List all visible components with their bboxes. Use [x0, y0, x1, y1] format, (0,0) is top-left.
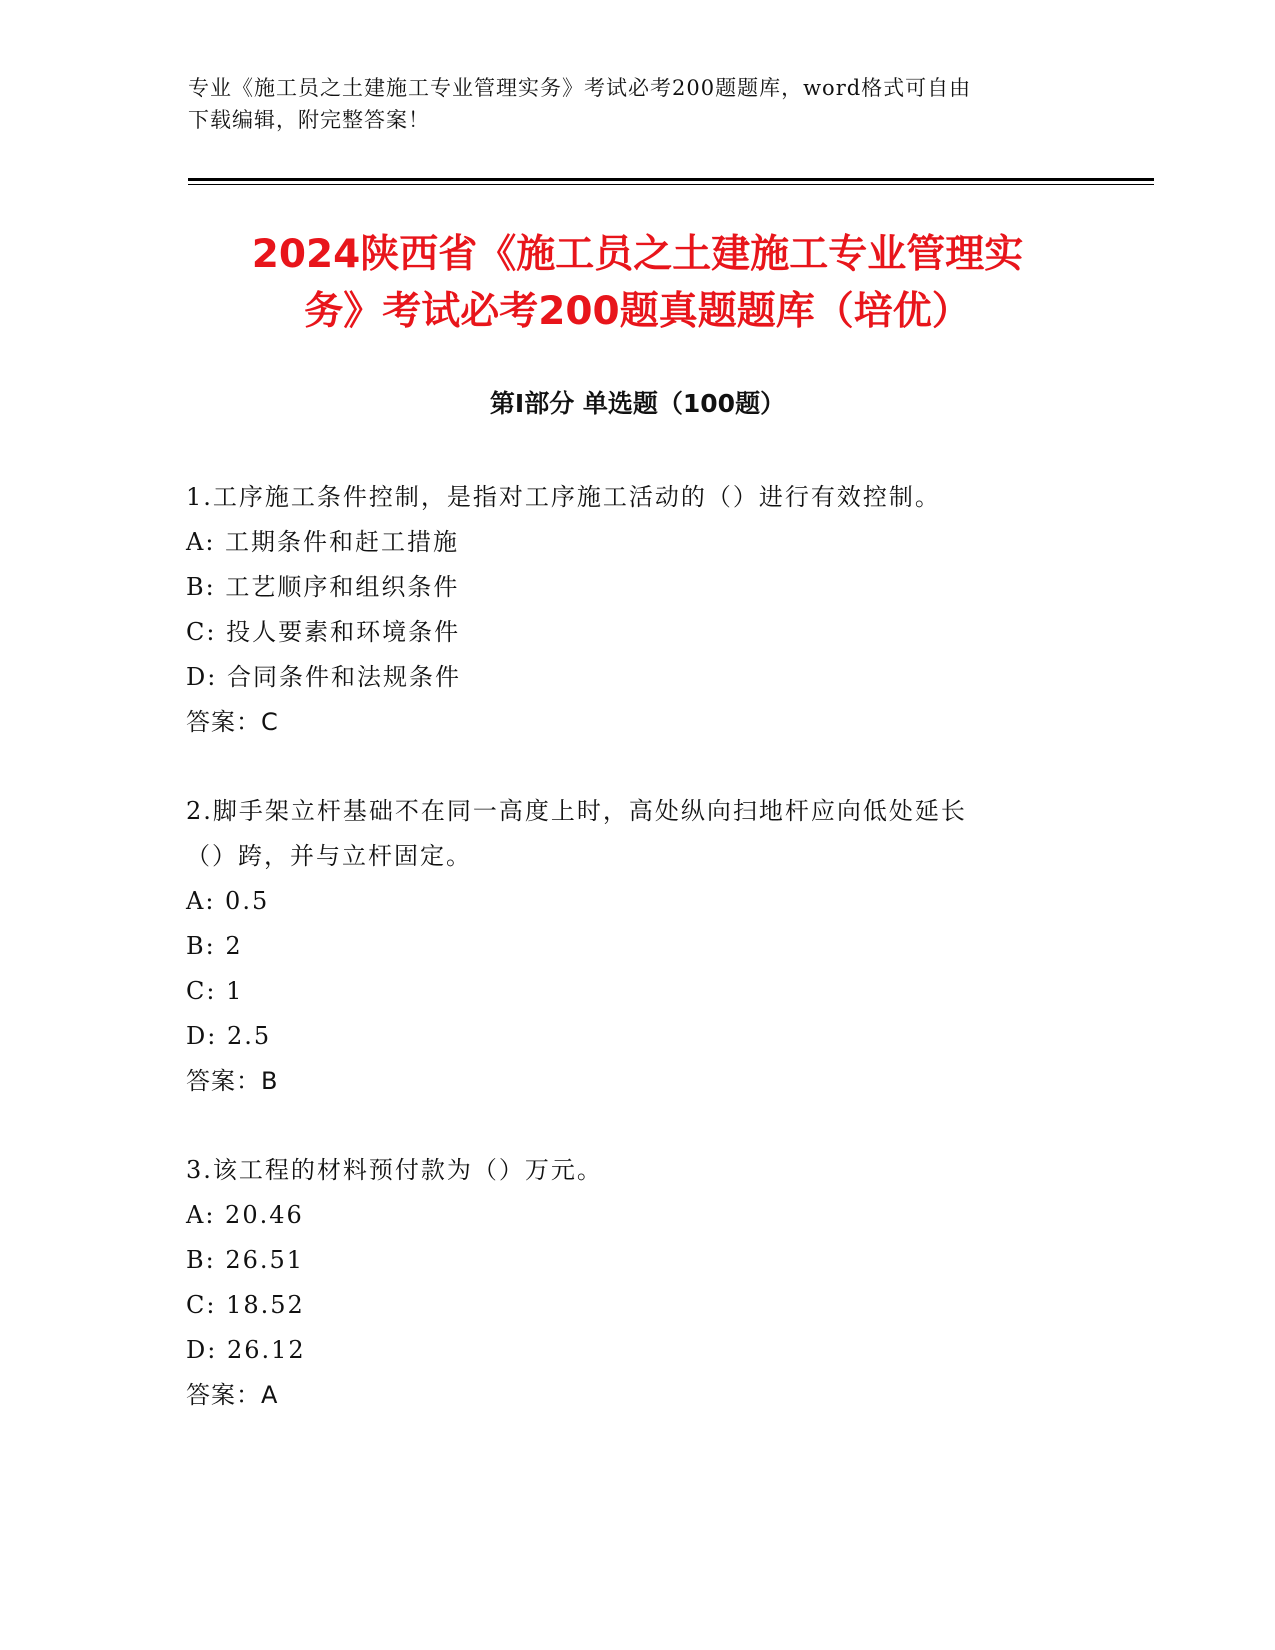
question-1 [186, 475, 1106, 745]
header-note [188, 72, 1088, 136]
option-a: A: 工期条件和赶工措施 [186, 528, 460, 556]
header-divider-thin [188, 184, 1154, 185]
option-d: D: 合同条件和法规条件 [186, 663, 461, 691]
question-list [186, 475, 1106, 1462]
question-stem: 1.工序施工条件控制，是指对工序施工活动的（）进行有效控制。 [186, 483, 941, 511]
option-a: A: 0.5 [186, 887, 270, 915]
question-stem: 2.脚手架立杆基础不在同一高度上时，高处纵向扫地杆应向低处延长 [186, 797, 967, 825]
question-stem-continued: （）跨，并与立杆固定。 [186, 842, 472, 870]
header-note-line-1: 专业《施工员之土建施工专业管理实务》考试必考200题题库，word格式可自由 [188, 76, 972, 100]
question-3 [186, 1148, 1106, 1418]
option-d: D: 2.5 [186, 1022, 272, 1050]
option-d: D: 26.12 [186, 1336, 306, 1364]
document-title-line-2: 务》考试必考200题真题题库（培优） [304, 289, 971, 334]
option-b: B: 26.51 [186, 1246, 305, 1274]
answer-line: 答案：B [186, 1067, 279, 1095]
option-c: C: 18.52 [186, 1291, 305, 1319]
option-a: A: 20.46 [186, 1201, 304, 1229]
section-heading: 第I部分 单选题（100题） [489, 389, 786, 418]
answer-line: 答案：A [186, 1381, 279, 1409]
option-b: B: 2 [186, 932, 243, 960]
answer-line: 答案：C [186, 708, 279, 736]
header-divider-thick [188, 178, 1154, 181]
document-title-line-1: 2024陕西省《施工员之土建施工专业管理实 [251, 232, 1024, 277]
option-c: C: 1 [186, 977, 244, 1005]
question-2 [186, 789, 1106, 1104]
question-stem: 3.该工程的材料预付款为（）万元。 [186, 1156, 603, 1184]
option-c: C: 投人要素和环境条件 [186, 618, 461, 646]
header-note-line-2: 下载编辑，附完整答案！ [188, 108, 430, 132]
option-b: B: 工艺顺序和组织条件 [186, 573, 460, 601]
document-title [150, 226, 1125, 340]
